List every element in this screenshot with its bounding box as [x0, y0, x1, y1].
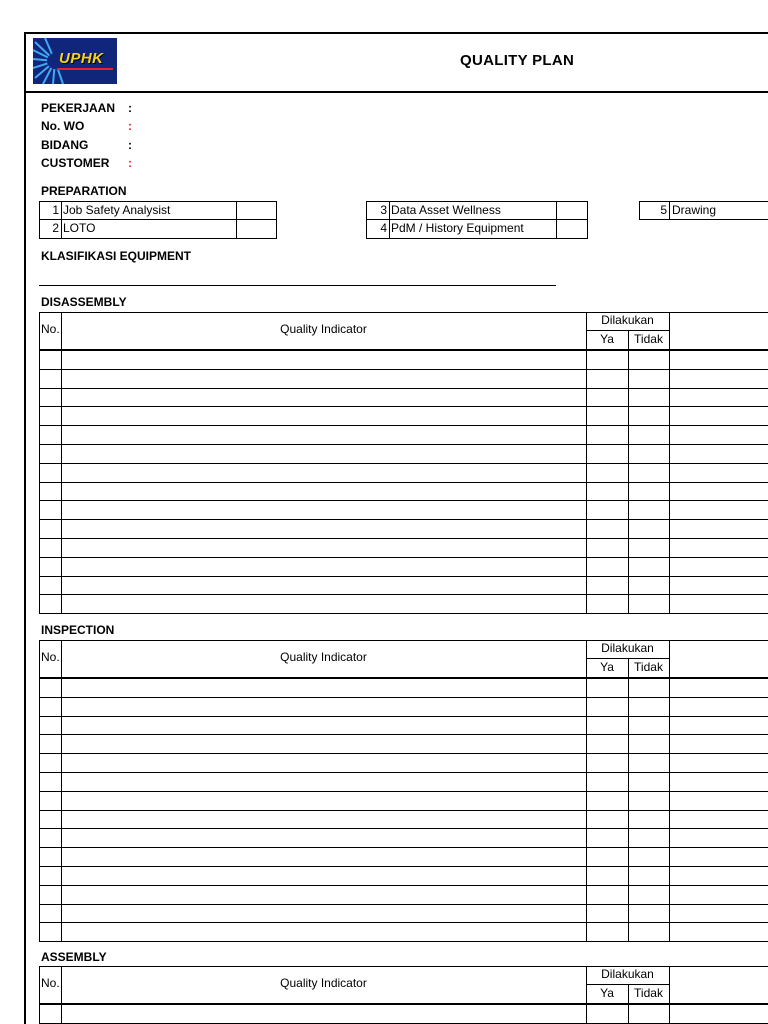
inspection-col-no: No.	[41, 650, 60, 664]
inspection-row-line	[39, 941, 768, 942]
assembly-table	[39, 966, 768, 1023]
disassembly-row-line	[39, 519, 768, 520]
inspection-row-line	[39, 791, 768, 792]
inspection-row-line	[39, 922, 768, 923]
assembly-left-border	[39, 966, 40, 1023]
inspection-row-line	[39, 772, 768, 773]
disassembly-col-dilakukan: Dilakukan	[601, 313, 654, 327]
prep-box-middle-check-divider	[556, 201, 557, 239]
disassembly-col-tidak: Tidak	[634, 332, 663, 346]
disassembly-row-line	[39, 425, 768, 426]
prep-num-2: 2	[52, 221, 59, 235]
field-colon-customer: :	[128, 156, 132, 170]
assembly-tidak-divider	[669, 966, 670, 1023]
assembly-no-divider	[61, 966, 62, 1023]
disassembly-row-line	[39, 594, 768, 595]
prep-item-drawing: Drawing	[672, 203, 717, 217]
disassembly-row-line	[39, 557, 768, 558]
inspection-col-ya: Ya	[600, 660, 614, 674]
field-label-pekerjaan: PEKERJAAN	[41, 101, 116, 115]
inspection-col-dilakukan: Dilakukan	[601, 641, 654, 655]
prep-box-left-check-divider	[236, 201, 237, 239]
disassembly-table	[39, 312, 768, 613]
prep-box-right-num-divider	[669, 201, 670, 220]
inspection-col-tidak: Tidak	[634, 660, 663, 674]
field-colon-no-wo: :	[128, 119, 132, 133]
prep-num-1: 1	[52, 203, 59, 217]
prep-item-pdm-history: PdM / History Equipment	[391, 221, 524, 235]
assembly-col-tidak: Tidak	[634, 986, 663, 1000]
disassembly-row-line	[39, 369, 768, 370]
disassembly-ya-divider	[628, 330, 629, 613]
klasifikasi-title: KLASIFIKASI EQUIPMENT	[41, 249, 192, 263]
document-title: QUALITY PLAN	[460, 52, 575, 69]
disassembly-title: DISASSEMBLY	[41, 295, 127, 309]
disassembly-row-line	[39, 388, 768, 389]
logo-text: UPHK	[59, 50, 104, 67]
disassembly-row-line	[39, 613, 768, 614]
sheet-left-border	[24, 32, 26, 1024]
disassembly-row-line	[39, 538, 768, 539]
prep-item-loto: LOTO	[63, 221, 96, 235]
inspection-row-line	[39, 697, 768, 698]
inspection-table	[39, 640, 768, 941]
field-colon-bidang: :	[128, 138, 132, 152]
assembly-header-bottom-border	[39, 1003, 768, 1005]
inspection-header-bottom-border	[39, 677, 768, 679]
prep-box-middle-num-divider	[389, 201, 390, 239]
inspection-col-quality-indicator: Quality Indicator	[280, 650, 367, 664]
klasifikasi-underline	[39, 285, 556, 286]
inspection-title: INSPECTION	[41, 623, 115, 637]
inspection-row-line	[39, 847, 768, 848]
assembly-col-ya: Ya	[600, 986, 614, 1000]
logo-underline	[57, 68, 113, 70]
prep-num-3: 3	[380, 203, 387, 217]
disassembly-col-ya: Ya	[600, 332, 614, 346]
prep-item-data-asset: Data Asset Wellness	[391, 203, 501, 217]
inspection-row-line	[39, 885, 768, 886]
assembly-title: ASSEMBLY	[41, 950, 107, 964]
assembly-col-no: No.	[41, 976, 60, 990]
disassembly-row-line	[39, 463, 768, 464]
disassembly-col-quality-indicator: Quality Indicator	[280, 322, 367, 336]
inspection-row-line	[39, 716, 768, 717]
header-top-border	[24, 32, 768, 34]
assembly-col-dilakukan: Dilakukan	[601, 967, 654, 981]
prep-box-left-num-divider	[61, 201, 62, 239]
disassembly-row-line	[39, 444, 768, 445]
assembly-col-quality-indicator: Quality Indicator	[280, 976, 367, 990]
prep-box-left-row-divider	[39, 219, 277, 220]
field-label-bidang: BIDANG	[41, 138, 89, 152]
disassembly-row-line	[39, 482, 768, 483]
header-bottom-border	[24, 91, 768, 93]
disassembly-row-line	[39, 500, 768, 501]
inspection-row-line	[39, 828, 768, 829]
prep-box-middle-row-divider	[366, 219, 588, 220]
uphk-logo	[33, 38, 117, 84]
prep-item-job-safety: Job Safety Analysist	[63, 203, 171, 217]
inspection-row-line	[39, 810, 768, 811]
inspection-row-line	[39, 734, 768, 735]
inspection-ya-divider	[628, 658, 629, 941]
disassembly-row-line	[39, 406, 768, 407]
inspection-row-line	[39, 753, 768, 754]
field-colon-pekerjaan: :	[128, 101, 132, 115]
prep-num-4: 4	[380, 221, 387, 235]
disassembly-row-line	[39, 576, 768, 577]
preparation-title: PREPARATION	[41, 184, 127, 198]
prep-num-5: 5	[660, 203, 667, 217]
inspection-row-line	[39, 866, 768, 867]
inspection-row-line	[39, 904, 768, 905]
field-label-customer: CUSTOMER	[41, 156, 110, 170]
field-label-no-wo: No. WO	[41, 119, 85, 133]
disassembly-header-bottom-border	[39, 349, 768, 351]
disassembly-col-no: No.	[41, 322, 60, 336]
